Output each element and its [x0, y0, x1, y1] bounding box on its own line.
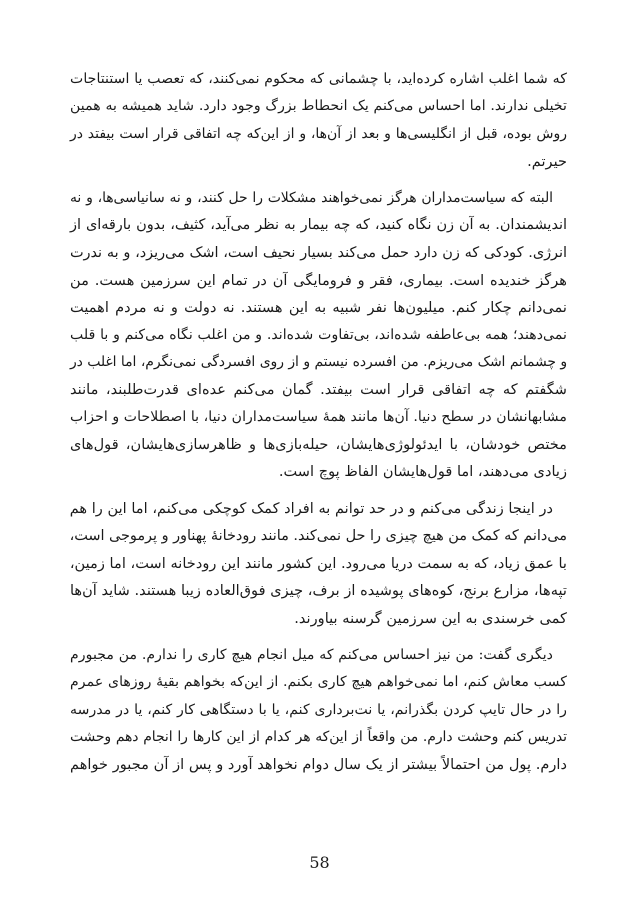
- paragraph: [70, 66, 567, 175]
- paragraph: [70, 642, 567, 778]
- paragraph: [70, 495, 567, 631]
- text-line: اندیشمندان. به آن زن نگاه کنید، که چه بیمار به نظر می‌آید، کثیف، بدون بارقه‌ای از: [70, 217, 567, 234]
- text-line: دارم. پول من احتمالاً بیشتر از یک سال دوام نخواهد آورد و پس از آن مجبور خواهم: [70, 756, 567, 774]
- page-number: 58: [309, 853, 330, 872]
- text-line: حیرتم.: [527, 152, 567, 170]
- text-line: انرژی. کودکی که زن دارد حمل می‌کند بسیار نحیف است، اشک می‌ریزد، و به ندرت: [70, 244, 567, 261]
- text-line: و چشمانم اشک می‌ریزم. من افسرده نیستم و از روی افسردگی نمی‌نگرم، اما اغلب در: [70, 353, 567, 370]
- text-line: که شما اغلب اشاره کرده‌اید، با چشمانی که محکوم نمی‌کنند، که تعصب یا استنتاجات: [70, 71, 567, 87]
- text-line: دیگری گفت: من نیز احساس می‌کنم که میل انجام هیچ کاری را ندارم. من مجبورم: [70, 646, 553, 663]
- text-line: نمی‌دانم چکار کنم. میلیون‌ها نفر شبیه به این هستند. نه دولت و نه مردم اهمیت: [70, 299, 567, 317]
- text-line: مشابهانشان در سطح دنیا. آن‌ها مانند همهٔ سیاست‌مداران دنیا، با اصطلاحات و احزاب: [70, 408, 567, 425]
- text-line: روش بوده، قبل از انگلیسی‌ها و بعد از آن‌ها، و از این‌که چه اتفاقی قرار است بیفتد در: [70, 125, 567, 142]
- text-line: کسب معاش کنم، اما نمی‌خواهم هیچ کاری بکنم. از این‌که بخواهم بقیهٔ روزهای عمرم: [70, 674, 567, 691]
- text-line: تخیلی ندارند. اما احساس می‌کنم یک انحطاط بزرگ وجود دارد. شاید همیشه به همین: [70, 98, 567, 115]
- text-line: هرگز خندیده است. بیماری، فقر و فرومایگی آن در تمام این سرزمین هست. من: [70, 272, 567, 290]
- text-line: تپه‌ها، مزارع برنج، کوه‌های پوشیده از برف، چیزی فوق‌العاده زیبا هستند. شاید آن‌ها: [69, 582, 567, 600]
- text-line: شگفتم که چه اتفاقی قرار است بیفتد. گمان می‌کنم عده‌ای قدرت‌طلبند، مانند: [70, 381, 567, 399]
- text-line: در اینجا زندگی می‌کنم و در حد توانم به افراد کمک کوچکی می‌کنم، اما این را هم: [69, 500, 553, 518]
- text-line: می‌دانم که کمک من هیچ چیزی را حل نمی‌کند. مانند رودخانهٔ پهناور و پرموجی است،: [69, 527, 567, 544]
- text-line: مختص خودشان، با ایدئولوژی‌هایشان، حیله‌بازی‌ها و ظاهرسازی‌هایشان، قول‌های: [70, 435, 567, 453]
- text-line: با عمق زیاد، که به سمت دریا می‌رود. این کشور مانند این رودخانه است، اما زمین،: [69, 555, 567, 573]
- text-line: نمی‌دهند؛ همه بی‌عاطفه شده‌اند، بی‌تفاوت شده‌اند. و من اغلب نگاه می‌کنم و با قلب: [70, 326, 567, 343]
- text-line: را در حال تایپ کردن بگذرانم، یا نت‌برداری کنم، یا با دستگاهی کار کنم، یا در مدرسه: [70, 701, 567, 718]
- text-line: البته که سیاست‌مداران هرگز نمی‌خواهند مشکلات را حل کنند، و نه سانیاسی‌ها، و نه: [70, 190, 553, 207]
- body-text: [70, 66, 567, 788]
- text-line: کمی خرسندی به این سرزمین گرسنه بیاورند.: [294, 609, 567, 627]
- paragraph: [70, 185, 567, 485]
- book-page: [0, 66, 639, 912]
- text-line: زیادی می‌دهند، اما قول‌هایشان الفاظ پوچ است.: [278, 463, 567, 481]
- text-line: تدریس کنم وحشت دارم. من واقعاً از این‌که هر کدام از این کارها را انجام دهم وحشت: [70, 728, 567, 745]
